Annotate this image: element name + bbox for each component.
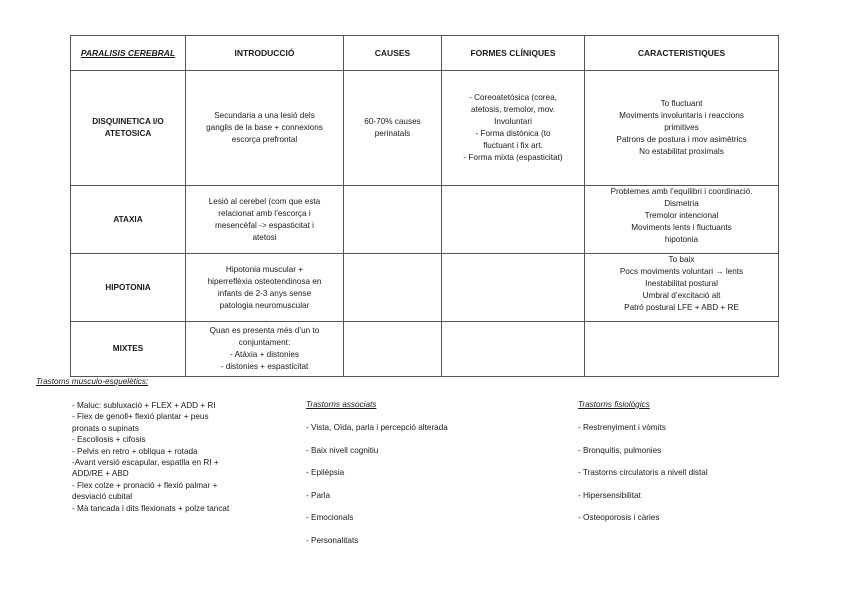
fisiologics-list: [578, 422, 808, 535]
header-paralisis-cerebral: PARALISIS CEREBRAL: [71, 36, 186, 71]
table-row: [71, 254, 779, 322]
associats-section-title: Trastorns associats: [306, 400, 377, 409]
associats-list: [306, 422, 536, 558]
table-header-row: [71, 36, 779, 71]
list-item: - Flex de genoll+ flexió plantar + peus: [72, 412, 209, 422]
cell-caracteristiques: Problemes amb l’equilibri i coordinació. Dismetria Tremolor intencional Moviments lents i fluctuants hipotonia: [585, 186, 779, 254]
list-item: - Epilèpsia: [306, 468, 345, 478]
cell-intro: Secundaria a una lesió dels ganglis de la base + connexions escorça prefrontal: [186, 71, 344, 186]
list-item: desviació cubital: [72, 492, 133, 502]
table-row: [71, 186, 779, 254]
list-item: pronats o supinats: [72, 423, 139, 433]
list-item: -Avant versió escapular, espatlla en RI +: [72, 458, 219, 468]
cell-causes: [344, 322, 442, 377]
cell-formes: [442, 186, 585, 254]
header-formes-cliniques: FORMES CLÍNIQUES: [442, 36, 585, 71]
cell-formes: [442, 322, 585, 377]
list-item: - Trastorns circulatoris a nivell distal: [578, 468, 708, 478]
cell-causes: 60-70% causes perinatals: [344, 71, 442, 186]
cerebral-palsy-table: [70, 35, 779, 377]
header-introduccio: INTRODUCCIÓ: [186, 36, 344, 71]
row-name-mixtes: MIXTES: [71, 322, 186, 377]
header-causes: CAUSES: [344, 36, 442, 71]
list-item: - Maluc: subluxació + FLEX + ADD + RI: [72, 401, 216, 410]
musculo-section-title: Trastoms musculo-esquelètics:: [36, 377, 149, 386]
list-item: - Emocionals: [306, 513, 354, 523]
row-name-disquinetica: DISQUINETICA I/O ATETOSICA: [71, 71, 186, 186]
cell-causes: [344, 186, 442, 254]
list-item: - Escoliosis + cifosis: [72, 435, 146, 445]
list-item: - Mà tancada i dits flexionats + polze tancat: [72, 503, 230, 513]
cell-caracteristiques: To fluctuant Moviments involuntaris i reaccions primitives Patrons de postura i mov asimètrics No estabilitat proximals: [585, 71, 779, 186]
list-item: - Parla: [306, 490, 331, 500]
cell-caracteristiques: [585, 322, 779, 377]
table-row: [71, 71, 779, 186]
fisiologics-section-title: Trastorns fisiològics: [578, 400, 650, 409]
list-item: ADD/RE + ABD: [72, 469, 129, 479]
list-item: - Restrenyiment i vòmits: [578, 423, 666, 432]
cell-formes: [442, 254, 585, 322]
list-item: - Osteoporosis i càries: [578, 513, 660, 523]
cell-intro: Hipotonia muscular + hiperreflèxia osteotendinosa en infants de 2-3 anys sense patologia neuromuscular: [186, 254, 344, 322]
cell-caracteristiques: To baix Pocs moviments voluntari → lents Inestabilitat postural Umbral d’excitació alt Patró postural LFE + ABD + RE: [585, 254, 779, 322]
table-row: [71, 322, 779, 377]
cell-intro: Lesió al cerebel (com que esta relacionat amb l’escorça i mesencèfal -> espasticitat i atetosi: [186, 186, 344, 254]
cell-causes: [344, 254, 442, 322]
row-name-ataxia: ATAXIA: [71, 186, 186, 254]
row-name-hipotonia: HIPOTONIA: [71, 254, 186, 322]
list-item: - Baix nivell cognitiu: [306, 445, 379, 455]
header-caracteristiques: CARACTERISTIQUES: [585, 36, 779, 71]
list-item: - Flex colze + pronació + flexió palmar +: [72, 480, 218, 490]
musculo-list: [72, 400, 292, 514]
list-item: - Hipersensibilitat: [578, 490, 641, 500]
list-item: - Pelvis en retro + obliqua + rotada: [72, 446, 198, 456]
list-item: - Personalitats: [306, 535, 359, 545]
list-item: - Bronquitis, pulmonies: [578, 445, 662, 455]
cell-intro: Quan es presenta més d’un to conjuntament: - Atàxia + distonies - distonies + espasticitat: [186, 322, 344, 377]
list-item: - Vista, Oïda, parla i percepció alterada: [306, 423, 448, 432]
cell-formes: - Coreoatetòsica (corea, atetosis, tremolor, mov. Involuntari - Forma distònica (to fluctuant i fix art. - Forma mixta (espasticitat): [442, 71, 585, 186]
